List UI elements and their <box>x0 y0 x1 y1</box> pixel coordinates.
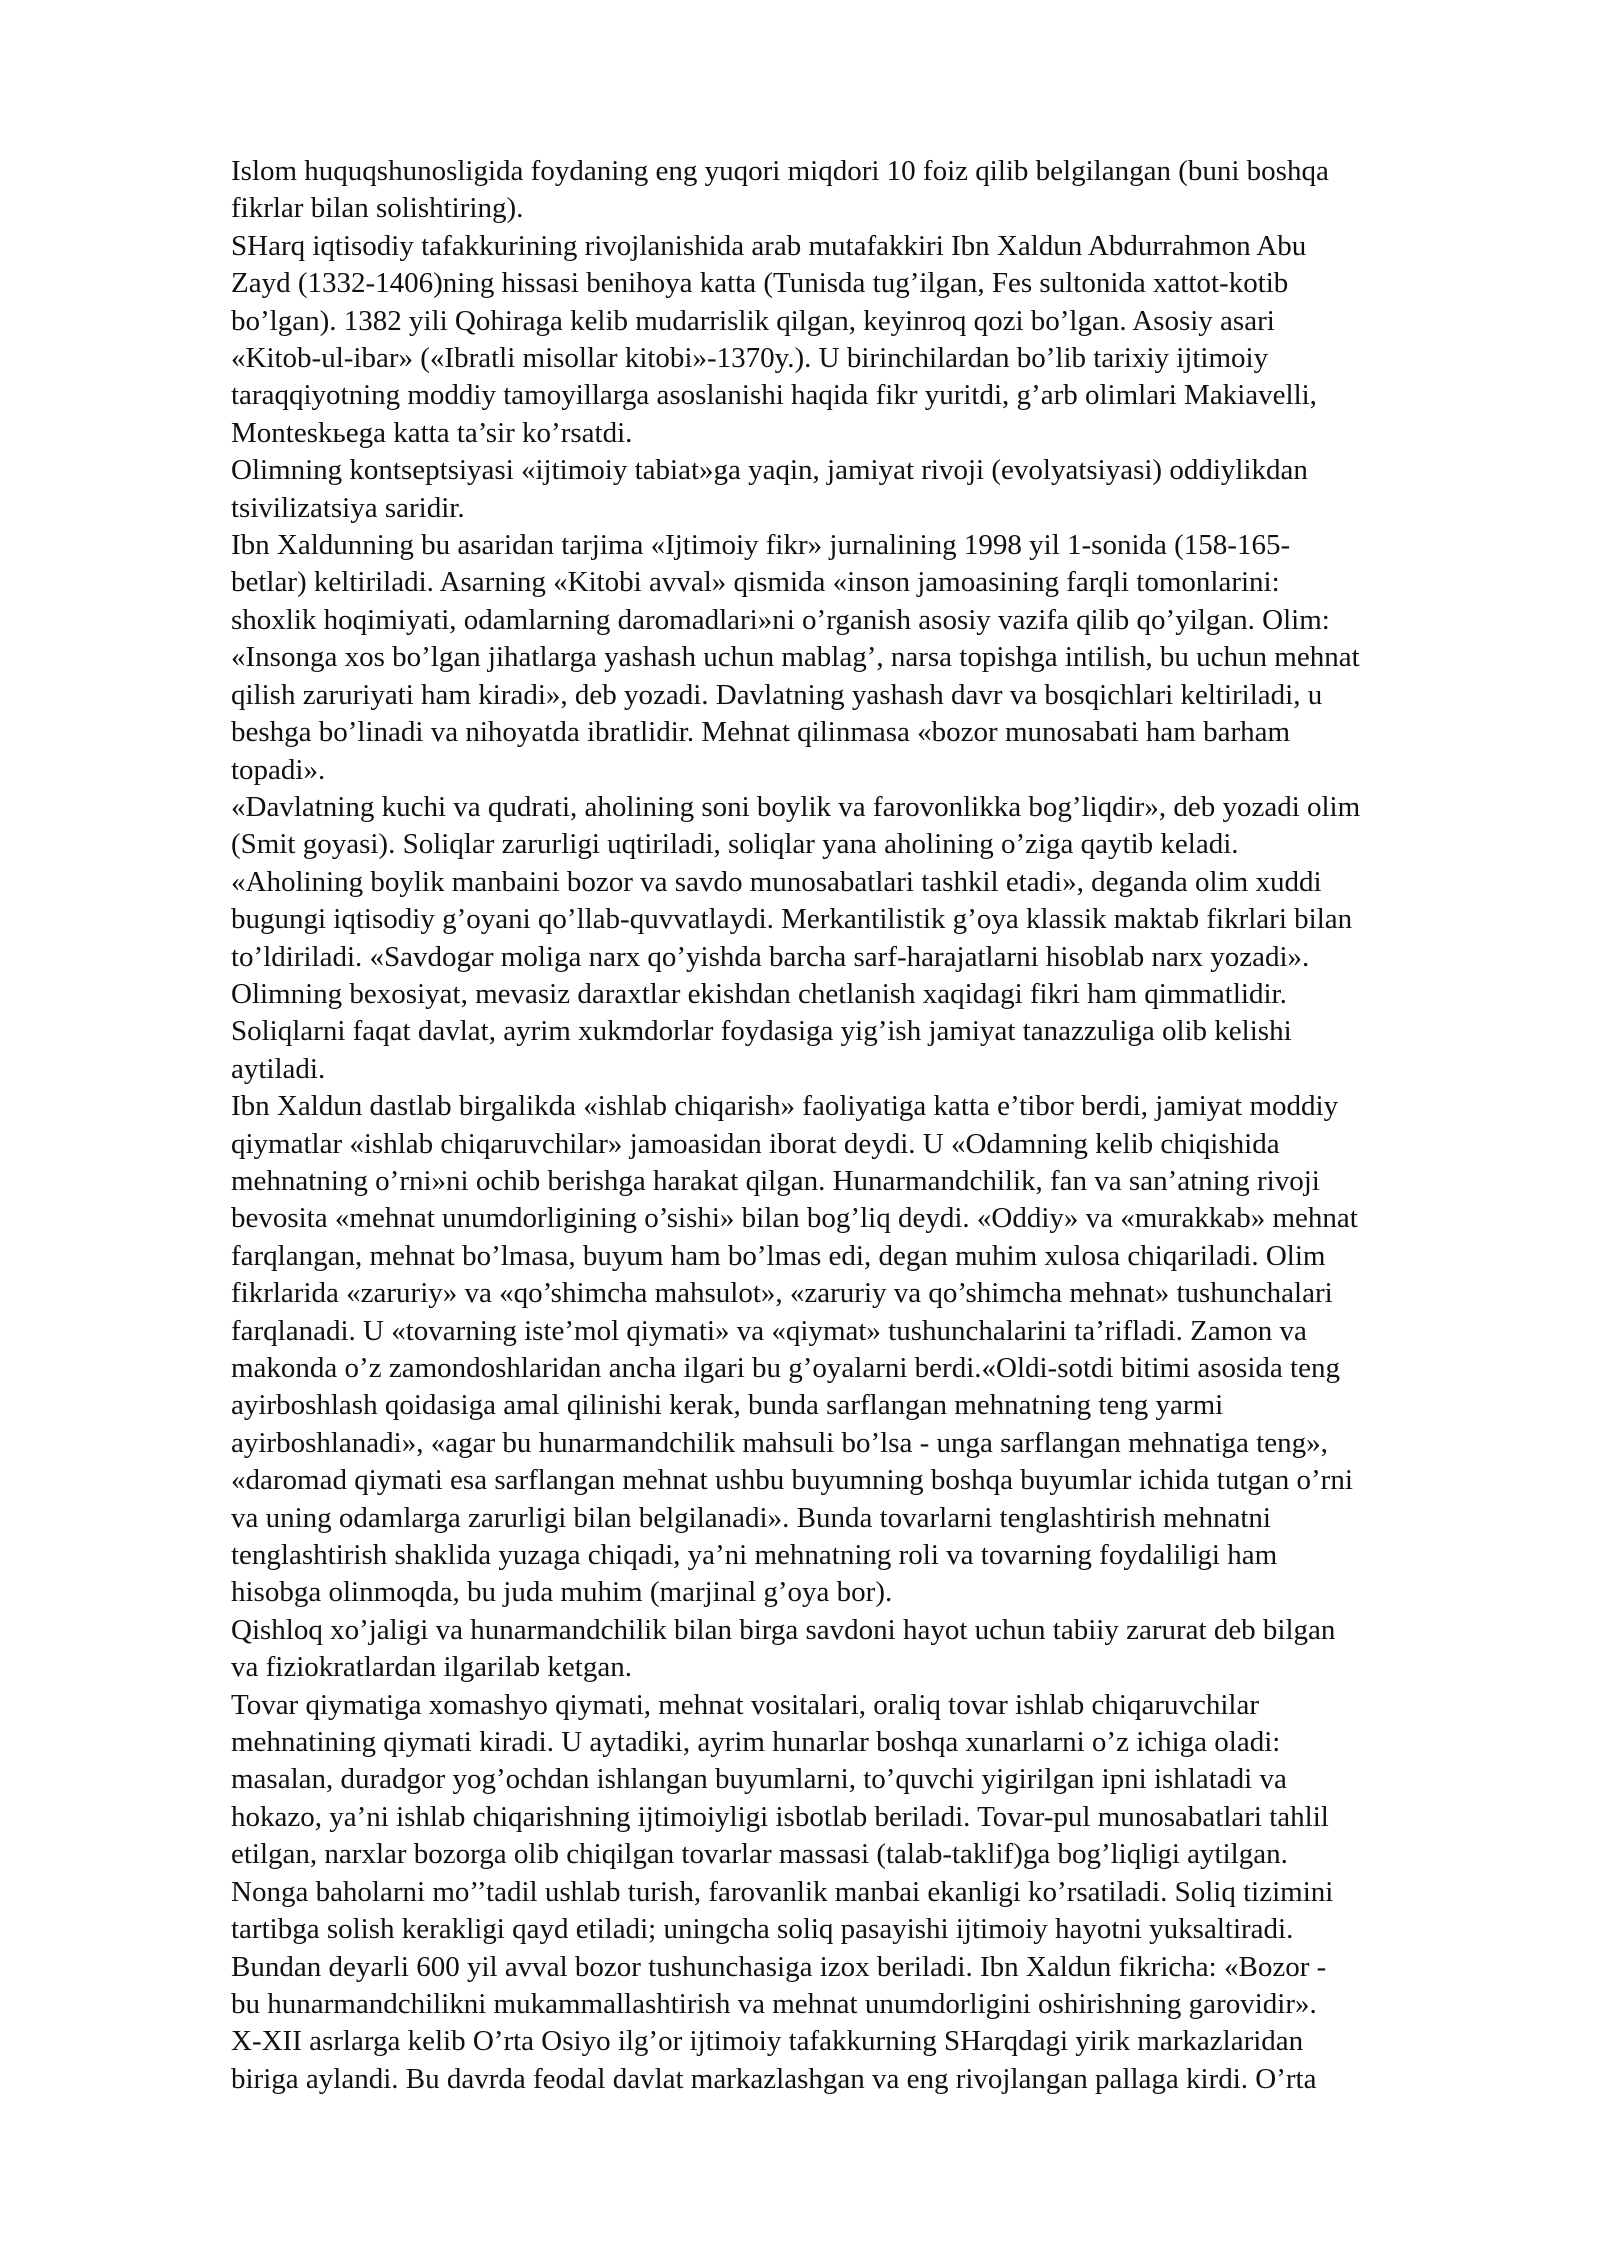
text-line: Ibn Xaldunning bu asaridan tarjima «Ijtimoiy fikr» jurnalining 1998 yil 1-sonida (158-165- <box>231 529 1291 562</box>
text-line: fikrlar bilan solishtiring). <box>231 192 524 225</box>
text-line: beshga bo’linadi va nihoyatda ibratlidir. Mehnat qilinmasa «bozor munosabati ham barham <box>231 716 1291 749</box>
paragraph <box>231 1088 1511 1612</box>
text-line: Zayd (1332-1406)ning hissasi benihoya katta (Tunisda tug’ilgan, Fes sultonida xattot-kotib <box>231 267 1289 300</box>
text-line: «Insonga xos bo’lgan jihatlarga yashash uchun mablag’, narsa topishga intilish, bu uchun mehnat <box>231 641 1360 674</box>
text-line: (Smit goyasi). Soliqlar zarurligi uqtiriladi, soliqlar yana aholining o’ziga qaytib keladi. <box>231 828 1239 861</box>
paragraph <box>231 527 1511 789</box>
paragraph <box>231 153 1511 228</box>
text-line: Monteskьega katta ta’sir ko’rsatdi. <box>231 416 633 449</box>
text-line: mehnatining qiymati kiradi. U aytadiki, ayrim hunarlar boshqa xunarlarni o’z ichiga oladi: <box>231 1726 1281 1759</box>
text-line: topadi». <box>231 753 326 786</box>
text-line: va uning odamlarga zarurligi bilan belgilanadi». Bunda tovarlarni tenglashtirish mehnatni <box>231 1501 1271 1534</box>
text-line: tenglashtirish shaklida yuzaga chiqadi, ya’ni mehnatning roli va tovarning foydaliligi ham <box>231 1539 1278 1572</box>
text-line: hisobga olinmoqda, bu juda muhim (marjinal g’oya bor). <box>231 1576 893 1609</box>
paragraph <box>231 1612 1511 1687</box>
text-line: makonda o’z zamondoshlaridan ancha ilgari bu g’oyalarni berdi.«Oldi-sotdi bitimi asosida teng <box>231 1352 1340 1384</box>
text-line: mehnatning o’rni»ni ochib berishga harakat qilgan. Hunarmandchilik, fan va san’atning rivoji <box>231 1164 1320 1197</box>
text-line: hokazo, ya’ni ishlab chiqarishning ijtimoiyligi isbotlab beriladi. Tovar-pul munosabatlari tahlil <box>231 1800 1329 1833</box>
text-line: «daromad qiymati esa sarflangan mehnat ushbu buyumning boshqa buyumlar ichida tutgan o’rni <box>231 1464 1353 1497</box>
text-line: qilish zaruriyati ham kiradi», deb yozadi. Davlatning yashash davr va bosqichlari keltiriladi, u <box>231 678 1323 711</box>
text-line: Olimning kontseptsiyasi «ijtimoiy tabiat»ga yaqin, jamiyat rivoji (evolyatsiyasi) oddiylikdan <box>231 454 1308 487</box>
text-line: aytiladi. <box>231 1052 326 1085</box>
text-line: bevosita «mehnat unumdorligining o’sishi» bilan bog’liq deydi. «Oddiy» va «murakkab» mehnat <box>231 1202 1358 1235</box>
text-line: «Kitob-ul-ibar» («Ibratli misollar kitobi»-1370y.). U birinchilardan bo’lib tarixiy ijtimoiy <box>231 342 1269 375</box>
text-line: farqlangan, mehnat bo’lmasa, buyum ham bo’lmas edi, degan muhim xulosa chiqariladi. Olim <box>231 1239 1326 1272</box>
text-line: ayirboshlash qoidasiga amal qilinishi kerak, bunda sarflangan mehnatning teng yarmi <box>231 1389 1224 1422</box>
paragraph <box>231 1687 1511 2024</box>
text-line: taraqqiyotning moddiy tamoyillarga asoslanishi haqida fikr yuritdi, g’arb olimlari Makiavelli, <box>231 379 1317 412</box>
text-line: «Aholining boylik manbaini bozor va savdo munosabatlari tashkil etadi», deganda olim xuddi <box>231 865 1322 898</box>
text-line: shoxlik hoqimiyati, odamlarning daromadlari»ni o’rganish asosiy vazifa qilib qo’yilgan. Olim: <box>231 603 1330 636</box>
text-line: betlar) keltiriladi. Asarning «Kitobi avval» qismida «inson jamoasining farqli tomonlarini: <box>231 566 1280 599</box>
paragraph <box>231 789 1511 1088</box>
paragraph <box>231 228 1511 452</box>
text-line: biriga aylandi. Bu davrda feodal davlat markazlashgan va eng rivojlangan pallaga kirdi. O’rta <box>231 2062 1317 2095</box>
text-line: Qishloq xo’jaligi va hunarmandchilik bilan birga savdoni hayot uchun tabiiy zarurat deb bilgan <box>231 1613 1336 1646</box>
text-line: Ibn Xaldun dastlab birgalikda «ishlab chiqarish» faoliyatiga katta e’tibor berdi, jamiyat moddiy <box>231 1090 1339 1123</box>
text-line: Olimning bexosiyat, mevasiz daraxtlar ekishdan chetlanish xaqidagi fikri ham qimmatlidir. <box>231 977 1287 1010</box>
text-line: bu hunarmandchilikni mukammallashtirish va mehnat unumdorligini oshirishning garovidir». <box>231 1987 1317 2020</box>
text-line: X-XII asrlarga kelib O’rta Osiyo ilg’or ijtimoiy tafakkurning SHarqdagi yirik markazlaridan <box>231 2025 1304 2058</box>
document-page <box>231 153 1511 2098</box>
text-line: Bundan deyarli 600 yil avval bozor tushunchasiga izox beriladi. Ibn Xaldun fikricha: «Bozor - <box>231 1950 1327 1983</box>
paragraph <box>231 2023 1511 2098</box>
text-line: qiymatlar «ishlab chiqaruvchilar» jamoasidan iborat deydi. U «Odamning kelib chiqishida <box>231 1127 1280 1160</box>
text-line: Nonga baholarni mo’’tadil ushlab turish, farovanlik manbai ekanligi ko’rsatiladi. Soliq tizimini <box>231 1875 1334 1908</box>
text-line: to’ldiriladi. «Savdogar moliga narx qo’yishda barcha sarf-harajatlarni hisoblab narx yozadi». <box>231 940 1310 973</box>
text-line: Tovar qiymatiga xomashyo qiymati, mehnat vositalari, oraliq tovar ishlab chiqaruvchilar <box>231 1688 1259 1721</box>
text-line: Soliqlarni faqat davlat, ayrim xukmdorlar foydasiga yig’ish jamiyat tanazzuliga olib kelishi <box>231 1015 1292 1048</box>
text-line: etilgan, narxlar bozorga olib chiqilgan tovarlar massasi (talab-taklif)ga bog’liqligi aytilgan. <box>231 1838 1288 1871</box>
paragraph <box>231 452 1511 527</box>
text-line: Islom huquqshunosligida foydaning eng yuqori miqdori 10 foiz qilib belgilangan (buni boshqa <box>231 155 1329 187</box>
text-line: fikrlarida «zaruriy» va «qo’shimcha mahsulot», «zaruriy va qo’shimcha mehnat» tushunchalari <box>231 1277 1333 1310</box>
text-line: va fiziokratlardan ilgarilab ketgan. <box>231 1651 632 1684</box>
text-line: bugungi iqtisodiy g’oyani qo’llab-quvvatlaydi. Merkantilistik g’oya klassik maktab fikrlari bilan <box>231 903 1353 936</box>
text-line: farqlanadi. U «tovarning iste’mol qiymati» va «qiymat» tushunchalarini ta’rifladi. Zamon va <box>231 1314 1307 1347</box>
text-line: ayirboshlanadi», «agar bu hunarmandchilik mahsuli bo’lsa - unga sarflangan mehnatiga teng», <box>231 1426 1328 1459</box>
text-line: tsivilizatsiya saridir. <box>231 491 465 524</box>
text-line: masalan, duradgor yog’ochdan ishlangan buyumlarni, to’quvchi yigirilgan ipni ishlatadi va <box>231 1763 1287 1796</box>
text-line: «Davlatning kuchi va qudrati, aholining soni boylik va farovonlikka bog’liqdir», deb yozadi olim <box>231 790 1361 823</box>
text-line: SHarq iqtisodiy tafakkurining rivojlanishida arab mutafakkiri Ibn Xaldun Abdurrahmon Abu <box>231 229 1307 262</box>
text-line: tartibga solish kerakligi qayd etiladi; uningcha soliq pasayishi ijtimoiy hayotni yuksaltiradi. <box>231 1913 1294 1946</box>
text-line: bo’lgan). 1382 yili Qohiraga kelib mudarrislik qilgan, keyinroq qozi bo’lgan. Asosiy asari <box>231 304 1275 337</box>
